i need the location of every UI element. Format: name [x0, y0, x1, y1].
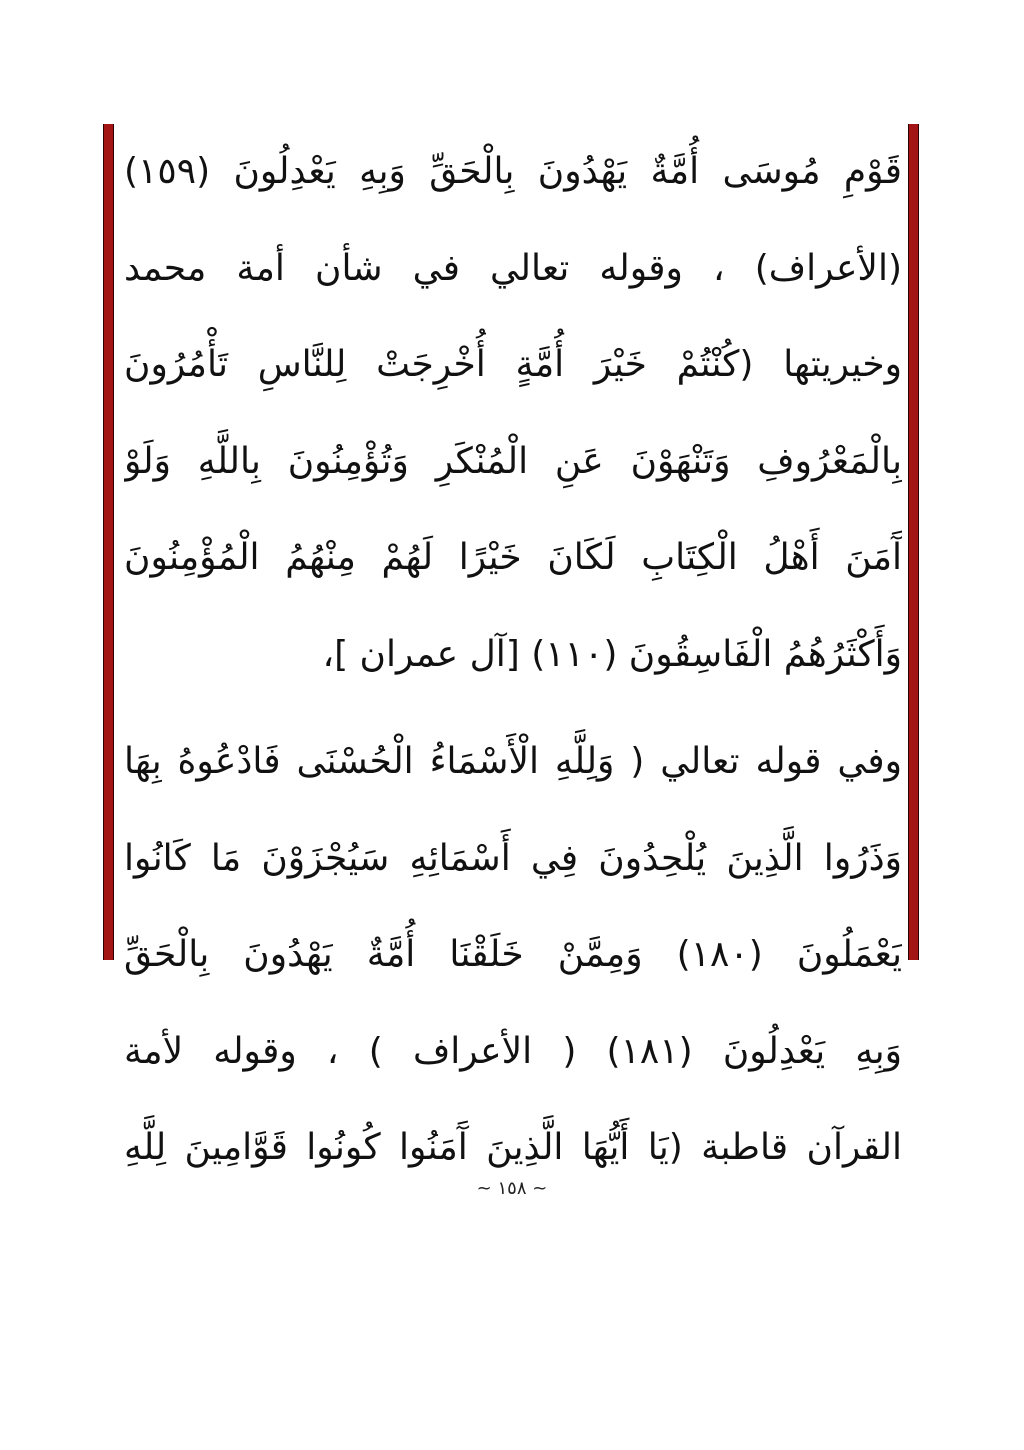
text-line: وَبِهِ يَعْدِلُونَ (١٨١) ( الأعراف ) ، وقوله لأمة [124, 1030, 902, 1072]
text-line: (الأعراف) ، وقوله تعالي في شأن أمة محمد [124, 247, 902, 289]
left-border-rule [103, 124, 114, 960]
text-line: يَعْمَلُونَ (١٨٠) وَمِمَّنْ خَلَقْنَا أُمَّةٌ يَهْدُونَ بِالْحَقِّ [124, 934, 902, 975]
text-line: بِالْمَعْرُوفِ وَتَنْهَوْنَ عَنِ الْمُنْكَرِ وَتُؤْمِنُونَ بِاللَّهِ وَلَوْ [124, 440, 902, 482]
paragraph [124, 714, 902, 1197]
paragraph [124, 124, 902, 703]
paragraph-gap [124, 703, 902, 714]
page-number: ~ ١٥٨ ~ [476, 1178, 548, 1199]
text-line: وفي قوله تعالي ( وَلِلَّهِ الْأَسْمَاءُ الْحُسْنَى فَادْعُوهُ بِهَا [124, 741, 902, 782]
text-line: وَأَكْثَرُهُمُ الْفَاسِقُونَ (١١٠) [آل عمران ]، [322, 633, 902, 675]
text-line: آَمَنَ أَهْلُ الْكِتَابِ لَكَانَ خَيْرًا لَهُمْ مِنْهُمُ الْمُؤْمِنُونَ [124, 537, 902, 578]
text-line: وخيريتها (كُنْتُمْ خَيْرَ أُمَّةٍ أُخْرِجَتْ لِلنَّاسِ تَأْمُرُونَ [124, 344, 902, 385]
page-body [124, 124, 902, 1168]
text-line: وَذَرُوا الَّذِينَ يُلْحِدُونَ فِي أَسْمَائِهِ سَيُجْزَوْنَ مَا كَانُوا [124, 837, 902, 879]
text-line: قَوْمِ مُوسَى أُمَّةٌ يَهْدُونَ بِالْحَقِّ وَبِهِ يَعْدِلُونَ (١٥٩) [124, 151, 902, 192]
right-border-rule [908, 124, 919, 960]
text-line: القرآن قاطبة (يَا أَيُّهَا الَّذِينَ آَمَنُوا كُونُوا قَوَّامِينَ لِلَّهِ [124, 1127, 902, 1168]
